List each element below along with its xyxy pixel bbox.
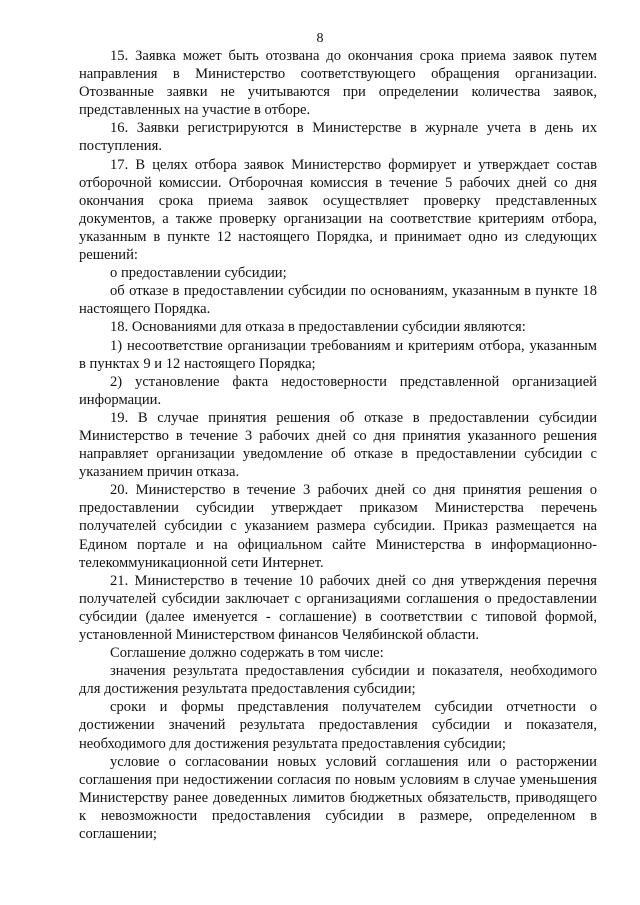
refusal-ground-2: 2) установление факта недостоверности представленной организацией информации. — [79, 373, 597, 408]
refusal-ground-1: 1) несоответствие организации требованиям и критериям отбора, указанным в пунктах 9 и 12 настоящего Порядка; — [79, 337, 597, 372]
agreement-item-new-conditions: условие о согласовании новых условий соглашения или о расторжении соглашения при недостижении согласия по новым условиям в случае уменьшения Министерству ранее доведенных лимитов бюджетных обязательств, приводящего к невозможности предоставления субсидии в размере, определенном в соглашении; — [79, 753, 597, 843]
paragraph-15: 15. Заявка может быть отозвана до окончания срока приема заявок путем направления в Министерство соответствующего обращения организации. Отозванные заявки не учитываются при определении количества заявок, представленных на участие в отборе. — [79, 48, 597, 119]
document-body — [79, 47, 597, 843]
paragraph-20: 20. Министерство в течение 3 рабочих дней со дня принятия решения о предоставлении субсидии утверждает приказом Министерства перечень получателей субсидии с указанием размера субсидии. Приказ размещается на Едином портале и на официальном сайте Министерства в информационно-телекоммуникационной сети Интернет. — [79, 482, 597, 571]
paragraph-17: 17. В целях отбора заявок Министерство формирует и утверждает состав отборочной комиссии. Отборочная комиссия в течение 5 рабочих дней со дня окончания срока приема заявок осуществляет проверку представленных документов, а также проверку организации на соответствие критериям отбора, указанным в пункте 12 настоящего Порядка, и принимает одно из следующих решений: — [79, 156, 597, 264]
agreement-content-intro: Соглашение должно содержать в том числе: — [110, 645, 384, 662]
decision-option-refusal: об отказе в предоставлении субсидии по основаниям, указанным в пункте 18 настоящего Порядка. — [79, 283, 597, 318]
paragraph-19: 19. В случае принятия решения об отказе в предоставлении субсидии Министерство в течение 3 рабочих дней со дня принятия указанного решения направляет организации уведомление об отказе в предоставлении субсидии с указанием причин отказа. — [79, 409, 597, 481]
agreement-item-reporting: сроки и формы представления получателем субсидии отчетности о достижении значений результата предоставления субсидии и показателя, необходимого для достижения результата предоставления субсидии; — [79, 699, 597, 752]
paragraph-16: 16. Заявки регистрируются в Министерстве в журнале учета в день их поступления. — [79, 120, 597, 155]
agreement-item-result-values: значения результата предоставления субсидии и показателя, необходимого для достижения результата предоставления субсидии; — [79, 663, 597, 698]
paragraph-18: 18. Основаниями для отказа в предоставлении субсидии являются: — [110, 319, 526, 336]
paragraph-21: 21. Министерство в течение 10 рабочих дней со дня утверждения перечня получателей субсидии заключает с организациями соглашения о предоставлении субсидии (далее именуется - соглашение) в соответствии с типовой формой, установленной Министерством финансов Челябинской области. — [79, 572, 597, 643]
decision-option-grant: о предоставлении субсидии; — [110, 265, 287, 282]
page-number: 8 — [316, 31, 324, 46]
